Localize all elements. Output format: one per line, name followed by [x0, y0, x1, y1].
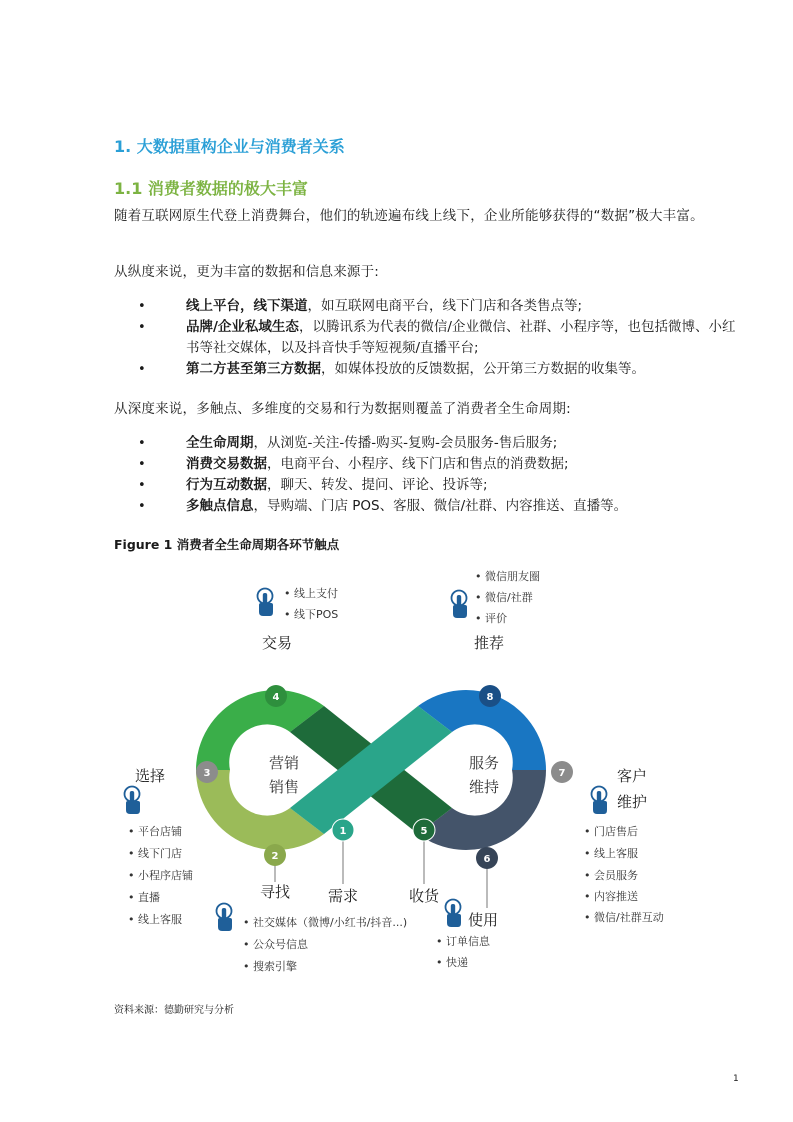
touchpoints-tuijian: [475, 569, 540, 625]
stage-label-kehu-line1: 客户: [617, 767, 648, 785]
svg-text:• 会员服务: • 会员服务: [584, 869, 638, 882]
list-item: • 消费交易数据，电商平台、小程序、线下门店和售点的消费数据;: [138, 456, 569, 472]
stage-badge-1: [332, 819, 354, 841]
svg-text:3: 3: [203, 768, 211, 779]
stage-label-shiyong: 使用: [467, 911, 499, 929]
right-center-line2: 维持: [468, 778, 500, 796]
svg-text:2: 2: [271, 851, 279, 862]
touchpoints-xuanze: [128, 824, 193, 926]
page-number: 1: [733, 1074, 739, 1084]
svg-text:1: 1: [339, 826, 347, 837]
stage-badge-6: [476, 847, 498, 869]
svg-text:• 内容推送: • 内容推送: [584, 890, 638, 903]
figure-caption: Figure 1 消费者全生命周期各环节触点: [114, 537, 340, 552]
list-item: • 第二方甚至第三方数据，如媒体投放的反馈数据，公开第三方数据的收集等。: [138, 361, 645, 377]
svg-text:• 搜索引擎: • 搜索引擎: [243, 960, 297, 973]
intro-paragraph: 随着互联网原生代登上消费舞台，他们的轨迹遍布线上线下，企业所能够获得的“数据”极大丰富。: [114, 208, 704, 224]
svg-text:7: 7: [558, 768, 566, 779]
svg-text:• 线下POS: • 线下POS: [284, 608, 339, 621]
list-item: • 全生命周期，从浏览-关注-传播-购买-复购-会员服务-售后服务;: [138, 435, 558, 451]
list-item: • 行为互动数据，聊天、转发、提问、评论、投诉等;: [138, 477, 488, 493]
svg-text:• 公众号信息: • 公众号信息: [243, 938, 308, 951]
stage-badge-7: [551, 761, 573, 783]
svg-text:• 评价: • 评价: [475, 612, 507, 625]
left-center-line2: 销售: [268, 778, 300, 796]
svg-text:• 线上支付: • 线上支付: [284, 587, 338, 600]
svg-text:5: 5: [420, 826, 428, 837]
stage-badge-4: [265, 685, 287, 707]
vertical-intro: 从纵度来说，更为丰富的数据和信息来源于:: [114, 264, 380, 280]
stage-badge-3: [196, 761, 218, 783]
stage-label-jiaoyi: 交易: [261, 634, 293, 652]
svg-text:• 微信朋友圈: • 微信朋友圈: [475, 570, 540, 583]
source-note: 资料来源：德勤研究与分析: [114, 1005, 234, 1016]
svg-text:• 订单信息: • 订单信息: [436, 935, 490, 948]
stage-label-tuijian: 推荐: [473, 634, 505, 652]
list-item: • 线上平台，线下渠道，如互联网电商平台，线下门店和各类售点等;: [138, 298, 583, 314]
touch-hand-icon: [125, 787, 141, 815]
touchpoints-xunzhao: [243, 915, 407, 973]
touch-hand-icon: [592, 787, 608, 815]
stage-label-kehu-line2: 维护: [617, 793, 648, 811]
stage-badge-5: [413, 819, 435, 841]
touch-hand-icon: [258, 589, 274, 617]
svg-text:• 线上客服: • 线上客服: [584, 847, 638, 860]
svg-text:• 门店售后: • 门店售后: [584, 825, 638, 838]
touch-hand-icon: [217, 904, 233, 932]
svg-text:• 快递: • 快递: [436, 956, 468, 969]
touch-hand-icon: [452, 591, 468, 619]
right-center-line1: 服务: [468, 754, 500, 772]
stage-label-xunzhao: 寻找: [259, 883, 291, 901]
touch-hand-icon: [446, 900, 462, 928]
left-center-line1: 营销: [268, 754, 300, 772]
svg-text:8: 8: [486, 692, 494, 703]
section-heading: 1. 大数据重构企业与消费者关系: [114, 137, 345, 156]
svg-text:• 社交媒体（微博/小红书/抖音...): • 社交媒体（微博/小红书/抖音...): [243, 916, 408, 929]
touchpoints-shiyong: [436, 934, 491, 969]
list-item: • 多触点信息，导购端、门店 POS、客服、微信/社群、内容推送、直播等。: [138, 498, 628, 514]
svg-text:• 线上客服: • 线上客服: [128, 913, 182, 926]
touchpoints-jiaoyi: [284, 586, 338, 621]
stage-badge-2: [264, 844, 286, 866]
subsection-heading: 1.1 消费者数据的极大丰富: [114, 179, 308, 198]
svg-text:• 微信/社群互动: • 微信/社群互动: [584, 911, 664, 924]
stage-label-xuanze: 选择: [135, 767, 166, 785]
svg-text:• 直播: • 直播: [128, 891, 160, 904]
list-item: • 品牌/企业私域生态，以腾讯系为代表的微信/企业微信、社群、小程序等，也包括微博、小红书等社交媒体，以及抖音快手等短视频/直播平台;: [138, 319, 736, 356]
depth-intro: 从深度来说，多触点、多维度的交易和行为数据则覆盖了消费者全生命周期:: [114, 401, 571, 417]
stage-label-shouhuo: 收货: [408, 887, 440, 905]
svg-text:• 小程序店铺: • 小程序店铺: [128, 869, 193, 882]
svg-text:• 平台店铺: • 平台店铺: [128, 825, 182, 838]
svg-text:4: 4: [272, 692, 280, 703]
stage-label-xuqiu: 需求: [327, 887, 359, 905]
touchpoints-kehu: [584, 824, 664, 924]
svg-text:• 微信/社群: • 微信/社群: [475, 591, 533, 604]
svg-text:• 线下门店: • 线下门店: [128, 847, 182, 860]
svg-text:6: 6: [483, 854, 491, 865]
stage-badge-8: [479, 685, 501, 707]
